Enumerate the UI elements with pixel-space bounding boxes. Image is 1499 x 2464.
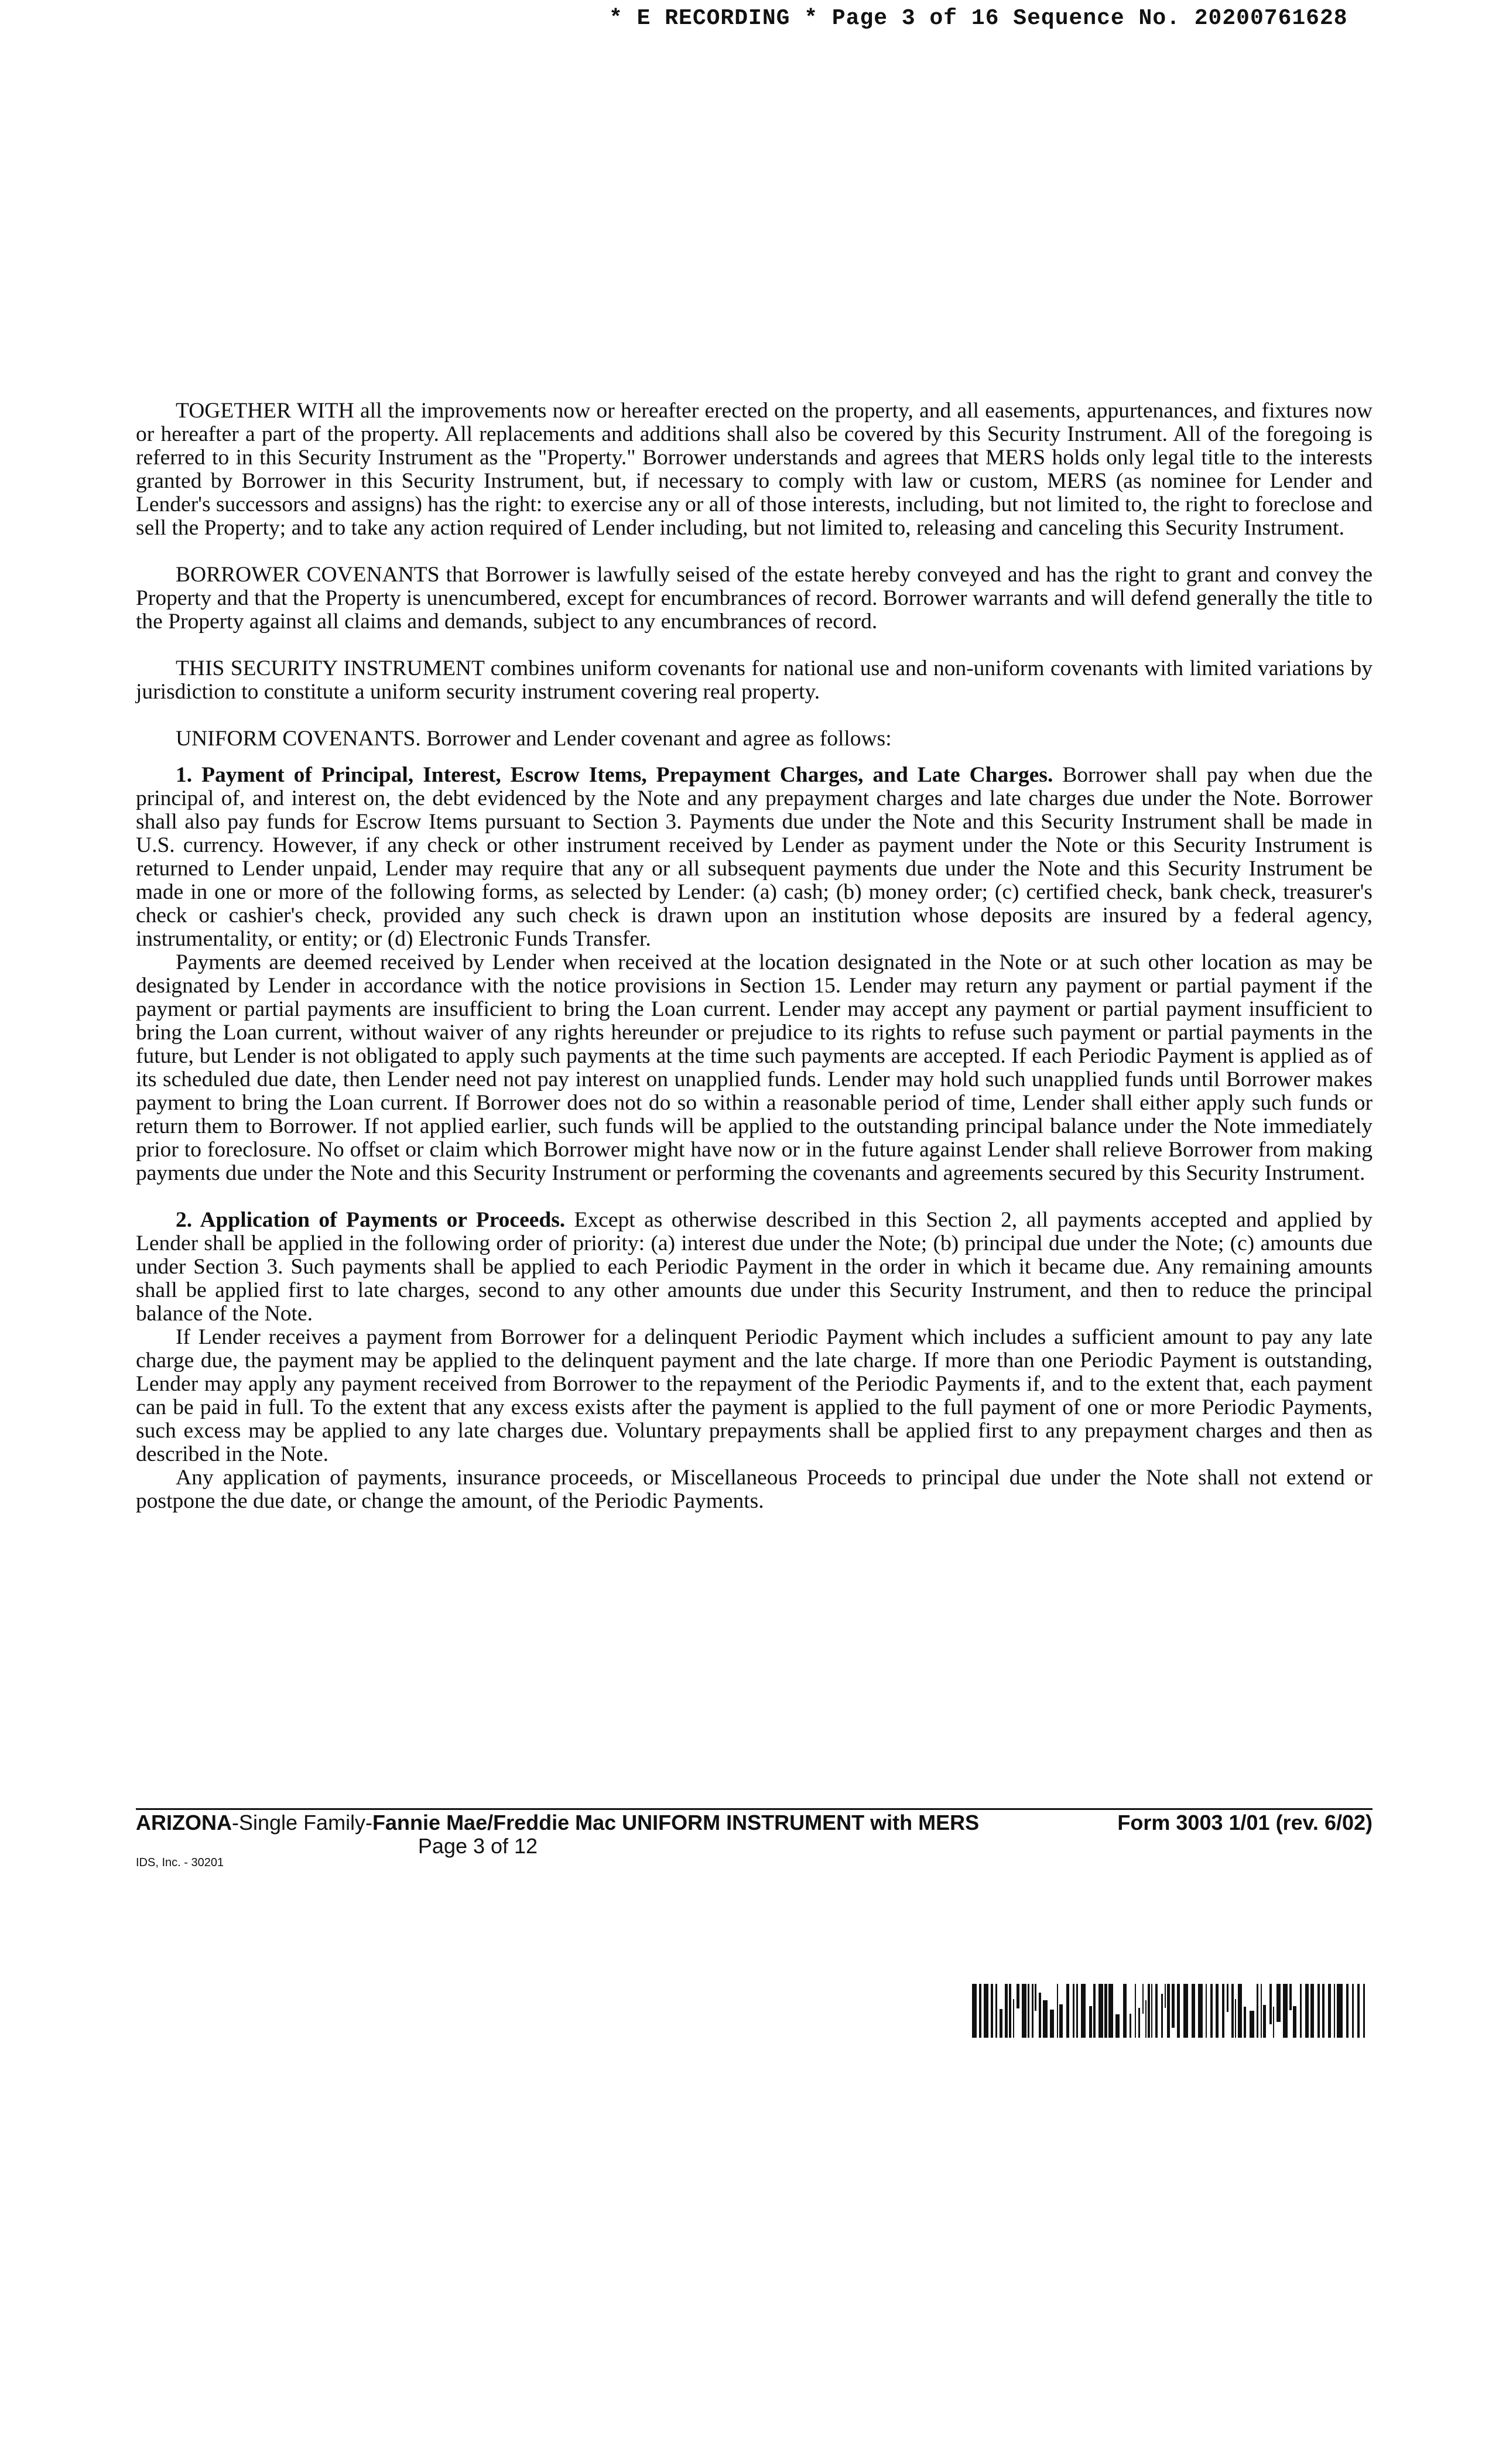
section-1-paragraph-2: Payments are deemed received by Lender when received at the location designated in the Note or at such other location as may be designated by Lender in accordance with the notice provisions in Section 15. Lender may return any payment or partial payment if the payment or partial payments are insufficient to bring the Loan current. Lender may accept any payment or partial payment insufficient to bring the Loan current, without waiver of any rights hereunder or prejudice to its rights to refuse such payment or partial payments in the future, but Lender is not obligated to apply such payments at the time such payments are accepted. If each Periodic Payment is applied as of its scheduled due date, then Lender need not pay interest on unapplied funds. Lender may hold such unapplied funds until Borrower makes payment to bring the Loan current. If Borrower does not do so within a reasonable period of time, Lender shall either apply such funds or return them to Borrower. If not applied earlier, such funds will be applied to the outstanding principal balance under the Note immediately prior to foreclosure. No offset or claim which Borrower might have now or in the future against Lender shall relieve Borrower from making payments due under the Note and this Security Instrument or performing the covenants and agreements secured by this Security Instrument. [136, 950, 1373, 1185]
section-2-title: 2. Application of Payments or Proceeds. [176, 1208, 566, 1232]
footer-state: ARIZONA [136, 1811, 232, 1835]
section-2-paragraph-2: If Lender receives a payment from Borrower for a delinquent Periodic Payment which includes a sufficient amount to pay any late charge due, the payment may be applied to the delinquent payment and the late charge. If more than one Periodic Payment is outstanding, Lender may apply any payment received from Borrower to the repayment of the Periodic Payments if, and to the extent that, each payment can be paid in full. To the extent that any excess exists after the payment is applied to the full payment of one or more Periodic Payments, such excess may be applied to any late charges due. Voluntary prepayments shall be applied first to any prepayment charges and then as described in the Note. [136, 1325, 1373, 1466]
footer-page-number: Page 3 of 12 [417, 1834, 538, 1858]
section-1-title: 1. Payment of Principal, Interest, Escrow Items, Prepayment Charges, and Late Charges. [176, 763, 1053, 787]
security-instrument-paragraph: THIS SECURITY INSTRUMENT combines uniform covenants for national use and non-uniform covenants with limited variations by jurisdiction to constitute a uniform security instrument covering real property. [136, 656, 1373, 704]
section-1-text: Borrower shall pay when due the principal of, and interest on, the debt evidenced by the Note and any prepayment charges and late charges due under the Note. Borrower shall also pay funds for Escrow Items pursuant to Section 3. Payments due under the Note and this Security Instrument shall be made in U.S. currency. However, if any check or other instrument received by Lender as payment under the Note or this Security Instrument is returned to Lender unpaid, Lender may require that any or all subsequent payments due under the Note and this Security Instrument be made in one or more of the following forms, as selected by Lender: (a) cash; (b) money order; (c) certified check, bank check, treasurer's check or cashier's check, provided any such check is drawn upon an institution whose deposits are insured by a federal agency, instrumentality, or entity; or (d) Electronic Funds Transfer. [136, 763, 1373, 951]
uniform-covenants-paragraph: UNIFORM COVENANTS. Borrower and Lender covenant and agree as follows: [176, 727, 892, 751]
footer-instrument: Fannie Mae/Freddie Mac UNIFORM INSTRUMENT with MERS [372, 1811, 980, 1835]
together-with-paragraph: TOGETHER WITH all the improvements now or hereafter erected on the property, and all easements, appurtenances, and fixtures now or hereafter a part of the property. All replacements and additions shall also be covered by this Security Instrument. All of the foregoing is referred to in this Security Instrument as the "Property." Borrower understands and agrees that MERS holds only legal title to the interests granted by Borrower in this Security Instrument, but, if necessary to comply with law or custom, MERS (as nominee for Lender and Lender's successors and assigns) has the right: to exercise any or all of those interests, including, but not limited to, the right to foreclose and sell the Property; and to take any action required of Lender including, but not limited to, releasing and canceling this Security Instrument. [136, 399, 1373, 540]
footer-family: -Single Family- [232, 1811, 373, 1835]
borrower-covenants-paragraph: BORROWER COVENANTS that Borrower is lawfully seised of the estate hereby conveyed and has the right to grant and convey the Property and that the Property is unencumbered, except for encumbrances of record. Borrower warrants and will defend generally the title to the Property against all claims and demands, subject to any encumbrances of record. [136, 563, 1373, 634]
document-body [136, 399, 1373, 1513]
footer-form-number: Form 3003 1/01 (rev. 6/02) [1117, 1811, 1373, 1835]
section-2-paragraph [136, 1209, 1373, 1326]
recording-header: * E RECORDING * Page 3 of 16 Sequence No. 20200761628 [609, 6, 1348, 31]
footer-ids-code: IDS, Inc. - 30201 [136, 1856, 224, 1869]
footer-divider [136, 1808, 1373, 1810]
section-2-text: Except as otherwise described in this Section 2, all payments accepted and applied by Lender shall be applied in the following order of priority: (a) interest due under the Note; (b) principal due under the Note; (c) amounts due under Section 3. Such payments shall be applied to each Periodic Payment in the order in which it became due. Any remaining amounts shall be applied first to late charges, second to any other amounts due under this Security Instrument, and then to reduce the principal balance of the Note. [136, 1208, 1373, 1326]
section-2-paragraph-3: Any application of payments, insurance proceeds, or Miscellaneous Proceeds to principal due under the Note shall not extend or postpone the due date, or change the amount, of the Periodic Payments. [136, 1466, 1373, 1513]
section-1-paragraph [136, 764, 1373, 951]
barcode-image [972, 1984, 1370, 2038]
